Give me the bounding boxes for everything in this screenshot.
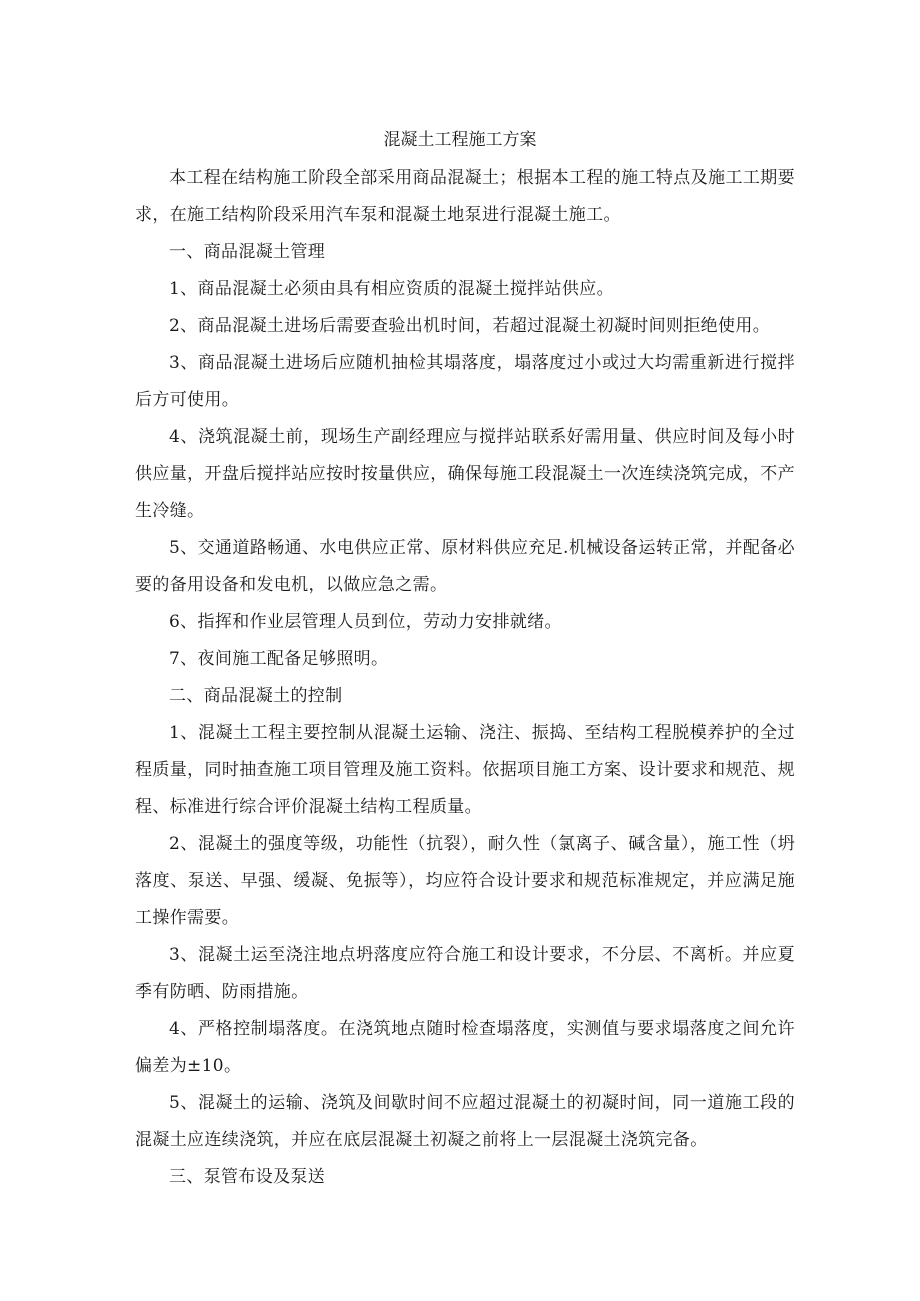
section-heading-3: 三、泵管布设及泵送	[169, 1167, 326, 1187]
section-heading-2: 二、商品混凝土的控制	[169, 686, 343, 706]
paragraph: 4、浇筑混凝土前，现场生产副经理应与搅拌站联系好需用量、供应时间及每小时供应量，开盘后搅拌站应按时按量供应，确保每施工段混凝土一次连续浇筑完成，不产生冷缝。	[135, 427, 795, 521]
paragraph: 1、混凝土工程主要控制从混凝土运输、浇注、振捣、至结构工程脱模养护的全过程质量，同时抽查施工项目管理及施工资料。依据项目施工方案、设计要求和规范、规程、标准进行综合评价混凝土结构工程质量。	[135, 723, 795, 817]
paragraph: 7、夜间施工配备足够照明。	[169, 649, 389, 669]
paragraph: 3、商品混凝土进场后应随机抽检其塌落度，塌落度过小或过大均需重新进行搅拌后方可使用。	[135, 353, 795, 410]
paragraph: 2、混凝土的强度等级，功能性（抗裂），耐久性（氯离子、碱含量），施工性（坍落度、泵送、早强、缓凝、免振等），均应符合设计要求和规范标准规定，并应满足施工操作需要。	[135, 834, 795, 928]
paragraph: 4、严格控制塌落度。在浇筑地点随时检查塌落度，实测值与要求塌落度之间允许偏差为±10。	[135, 1019, 795, 1076]
intro-paragraph: 本工程在结构施工阶段全部采用商品混凝土；根据本工程的施工特点及施工工期要求，在施工结构阶段采用汽车泵和混凝土地泵进行混凝土施工。	[135, 168, 795, 225]
paragraph: 5、混凝土的运输、浇筑及间歇时间不应超过混凝土的初凝时间，同一道施工段的混凝土应连续浇筑，并应在底层混凝土初凝之前将上一层混凝土浇筑完备。	[135, 1093, 795, 1150]
paragraph: 3、混凝土运至浇注地点坍落度应符合施工和设计要求，不分层、不离析。并应夏季有防晒、防雨措施。	[135, 945, 795, 1002]
paragraph: 5、交通道路畅通、水电供应正常、原材料供应充足.机械设备运转正常，并配备必要的备用设备和发电机，以做应急之需。	[135, 538, 795, 595]
section-heading-1: 一、商品混凝土管理	[169, 242, 326, 262]
document-body	[135, 160, 795, 1196]
paragraph: 1、商品混凝土必须由具有相应资质的混凝土搅拌站供应。	[169, 279, 614, 299]
paragraph: 2、商品混凝土进场后需要查验出机时间，若超过混凝土初凝时间则拒绝使用。	[169, 316, 771, 336]
paragraph: 6、指挥和作业层管理人员到位，劳动力安排就绪。	[169, 612, 562, 632]
document-title: 混凝土工程施工方案	[383, 130, 537, 150]
